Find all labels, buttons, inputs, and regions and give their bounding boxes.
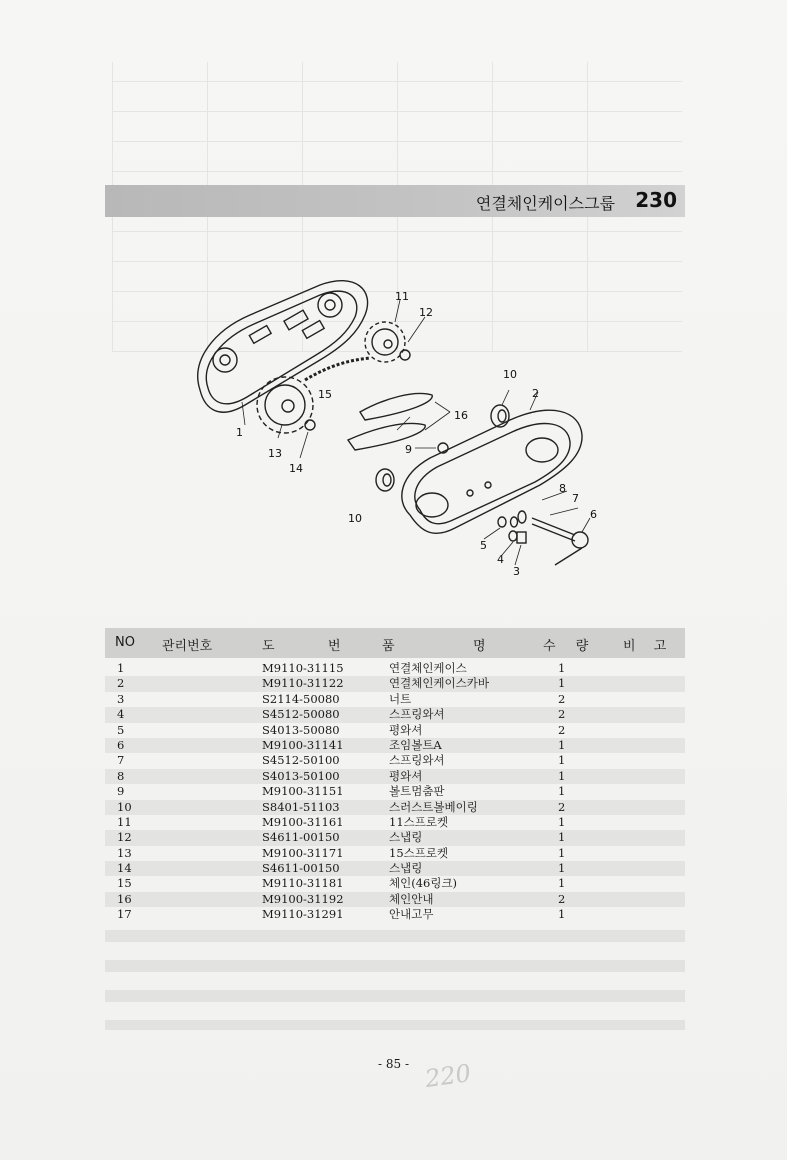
callout-3: 3 <box>513 565 520 578</box>
cell-quantity: 2 <box>558 707 566 722</box>
cell-quantity: 1 <box>558 845 566 860</box>
cell-no: 6 <box>117 737 125 752</box>
group-number: 230 <box>635 188 677 212</box>
cell-quantity: 1 <box>558 768 566 783</box>
cell-quantity: 1 <box>558 876 566 891</box>
table-row <box>105 707 685 722</box>
callout-6: 6 <box>590 508 597 521</box>
table-row <box>105 769 685 784</box>
callout-9: 9 <box>405 443 412 456</box>
empty-table-rows <box>105 930 685 1030</box>
parts-table-header <box>105 628 685 658</box>
cell-drawing-number: M9110-31122 <box>262 676 344 691</box>
cell-quantity: 1 <box>558 814 566 829</box>
callout-8: 8 <box>559 482 566 495</box>
col-note: 비 고 <box>623 639 667 654</box>
cell-quantity: 1 <box>558 753 566 768</box>
cell-no: 17 <box>117 907 132 922</box>
cell-drawing-number: S4512-50080 <box>262 707 340 722</box>
cell-no: 4 <box>117 707 125 722</box>
callout-2: 2 <box>532 387 539 400</box>
cell-no: 11 <box>117 814 132 829</box>
callout-10-upper: 10 <box>503 368 517 381</box>
cell-no: 14 <box>117 861 132 876</box>
cell-drawing-number: M9110-31291 <box>262 907 344 922</box>
cell-no: 10 <box>117 799 132 814</box>
cell-drawing-number: S4013-50100 <box>262 768 340 783</box>
cell-part-name: 체인(46링크) <box>389 876 458 891</box>
col-drawing-a: 도 <box>262 639 275 654</box>
cell-no: 16 <box>117 891 132 906</box>
cell-quantity: 2 <box>558 891 566 906</box>
chain-guide-upper <box>360 394 432 420</box>
cell-drawing-number: S4611-00150 <box>262 861 340 876</box>
cell-part-name: 15스프로켓 <box>389 845 449 860</box>
cell-quantity: 2 <box>558 691 566 706</box>
cell-quantity: 1 <box>558 661 566 675</box>
table-row <box>105 907 685 922</box>
cell-no: 3 <box>117 691 125 706</box>
cell-drawing-number: S4611-00150 <box>262 830 340 845</box>
table-row <box>105 815 685 830</box>
cell-part-name: 스냅링 <box>389 861 423 876</box>
page-number: - 85 - <box>377 1057 409 1071</box>
cell-drawing-number: S8401-51103 <box>262 799 340 814</box>
pencil-mark: 220 <box>423 1058 473 1094</box>
cell-quantity: 2 <box>558 799 566 814</box>
cell-drawing-number: M9100-31192 <box>262 891 344 906</box>
cell-no: 15 <box>117 876 132 891</box>
col-quantity: 수 량 <box>543 639 589 654</box>
cell-part-name: 스프링와셔 <box>389 707 445 722</box>
section-title: 연결체인케이스그룹 <box>475 194 615 213</box>
cell-no: 9 <box>117 784 125 799</box>
callout-4: 4 <box>497 553 504 566</box>
table-row <box>105 676 685 691</box>
parts-table-body <box>105 661 685 923</box>
table-row <box>105 784 685 799</box>
table-row <box>105 846 685 861</box>
cell-drawing-number: S4512-50100 <box>262 753 340 768</box>
chain-part <box>305 358 370 380</box>
cell-part-name: 연결체인케이스카바 <box>389 676 489 691</box>
thrust-bearing-lower <box>376 469 394 491</box>
table-row <box>105 738 685 753</box>
table-row <box>105 723 685 738</box>
cell-part-name: 평와셔 <box>389 768 423 783</box>
section-title-band <box>105 185 685 217</box>
col-name-b: 명 <box>473 639 486 654</box>
table-row <box>105 800 685 815</box>
cell-no: 1 <box>117 661 125 675</box>
col-mgmt-number: 관리번호 <box>162 639 213 654</box>
cell-part-name: 스러스트볼베이링 <box>389 799 478 814</box>
callout-14: 14 <box>289 462 303 475</box>
cell-drawing-number: M9100-31151 <box>262 784 344 799</box>
cell-part-name: 연결체인케이스 <box>389 661 467 675</box>
cell-no: 12 <box>117 830 132 845</box>
cell-no: 8 <box>117 768 125 783</box>
callout-13: 13 <box>268 447 282 460</box>
chain-guide-lower <box>348 423 425 450</box>
cell-drawing-number: M9110-31115 <box>262 661 344 675</box>
chain-case-part <box>198 281 368 413</box>
cell-drawing-number: M9100-31141 <box>262 737 344 752</box>
callout-5: 5 <box>480 539 487 552</box>
cell-quantity: 1 <box>558 676 566 691</box>
cell-part-name: 평와셔 <box>389 722 423 737</box>
bolt-assembly <box>498 511 588 565</box>
col-no: NO <box>115 635 135 650</box>
table-row <box>105 892 685 907</box>
cell-quantity: 2 <box>558 722 566 737</box>
table-row <box>105 861 685 876</box>
snap-ring-14 <box>305 420 315 430</box>
cell-no: 7 <box>117 753 125 768</box>
callout-1: 1 <box>236 426 243 439</box>
cell-quantity: 1 <box>558 907 566 922</box>
cell-quantity: 1 <box>558 861 566 876</box>
table-row <box>105 830 685 845</box>
table-row <box>105 753 685 768</box>
cell-drawing-number: M9110-31181 <box>262 876 344 891</box>
cell-no: 5 <box>117 722 125 737</box>
table-row <box>105 661 685 676</box>
cell-quantity: 1 <box>558 830 566 845</box>
cell-part-name: 스냅링 <box>389 830 423 845</box>
thrust-bearing-upper <box>491 405 509 427</box>
cell-drawing-number: M9100-31171 <box>262 845 344 860</box>
cell-drawing-number: S4013-50080 <box>262 722 340 737</box>
cell-part-name: 안내고무 <box>389 907 434 922</box>
cell-part-name: 스프링와셔 <box>389 753 445 768</box>
exploded-parts-diagram <box>170 260 620 590</box>
col-drawing-b: 번 <box>328 639 341 654</box>
cell-part-name: 11스프로켓 <box>389 814 449 829</box>
table-row <box>105 692 685 707</box>
cell-no: 13 <box>117 845 132 860</box>
sprocket-11t <box>365 322 410 362</box>
cell-no: 2 <box>117 676 125 691</box>
callout-16: 16 <box>454 409 468 422</box>
callout-11: 11 <box>395 290 409 303</box>
cell-part-name: 조임볼트A <box>389 737 442 752</box>
chain-case-cover-part <box>402 410 582 533</box>
col-name-a: 품 <box>382 639 395 654</box>
cell-part-name: 너트 <box>389 691 412 706</box>
callout-15: 15 <box>318 388 332 401</box>
table-row <box>105 876 685 891</box>
cell-drawing-number: M9100-31161 <box>262 814 344 829</box>
callout-10-lower: 10 <box>348 512 362 525</box>
cell-part-name: 볼트멈춤판 <box>389 784 445 799</box>
cell-part-name: 체인안내 <box>389 891 434 906</box>
cell-drawing-number: S2114-50080 <box>262 691 340 706</box>
cell-quantity: 1 <box>558 737 566 752</box>
cell-quantity: 1 <box>558 784 566 799</box>
callout-7: 7 <box>572 492 579 505</box>
callout-12: 12 <box>419 306 433 319</box>
